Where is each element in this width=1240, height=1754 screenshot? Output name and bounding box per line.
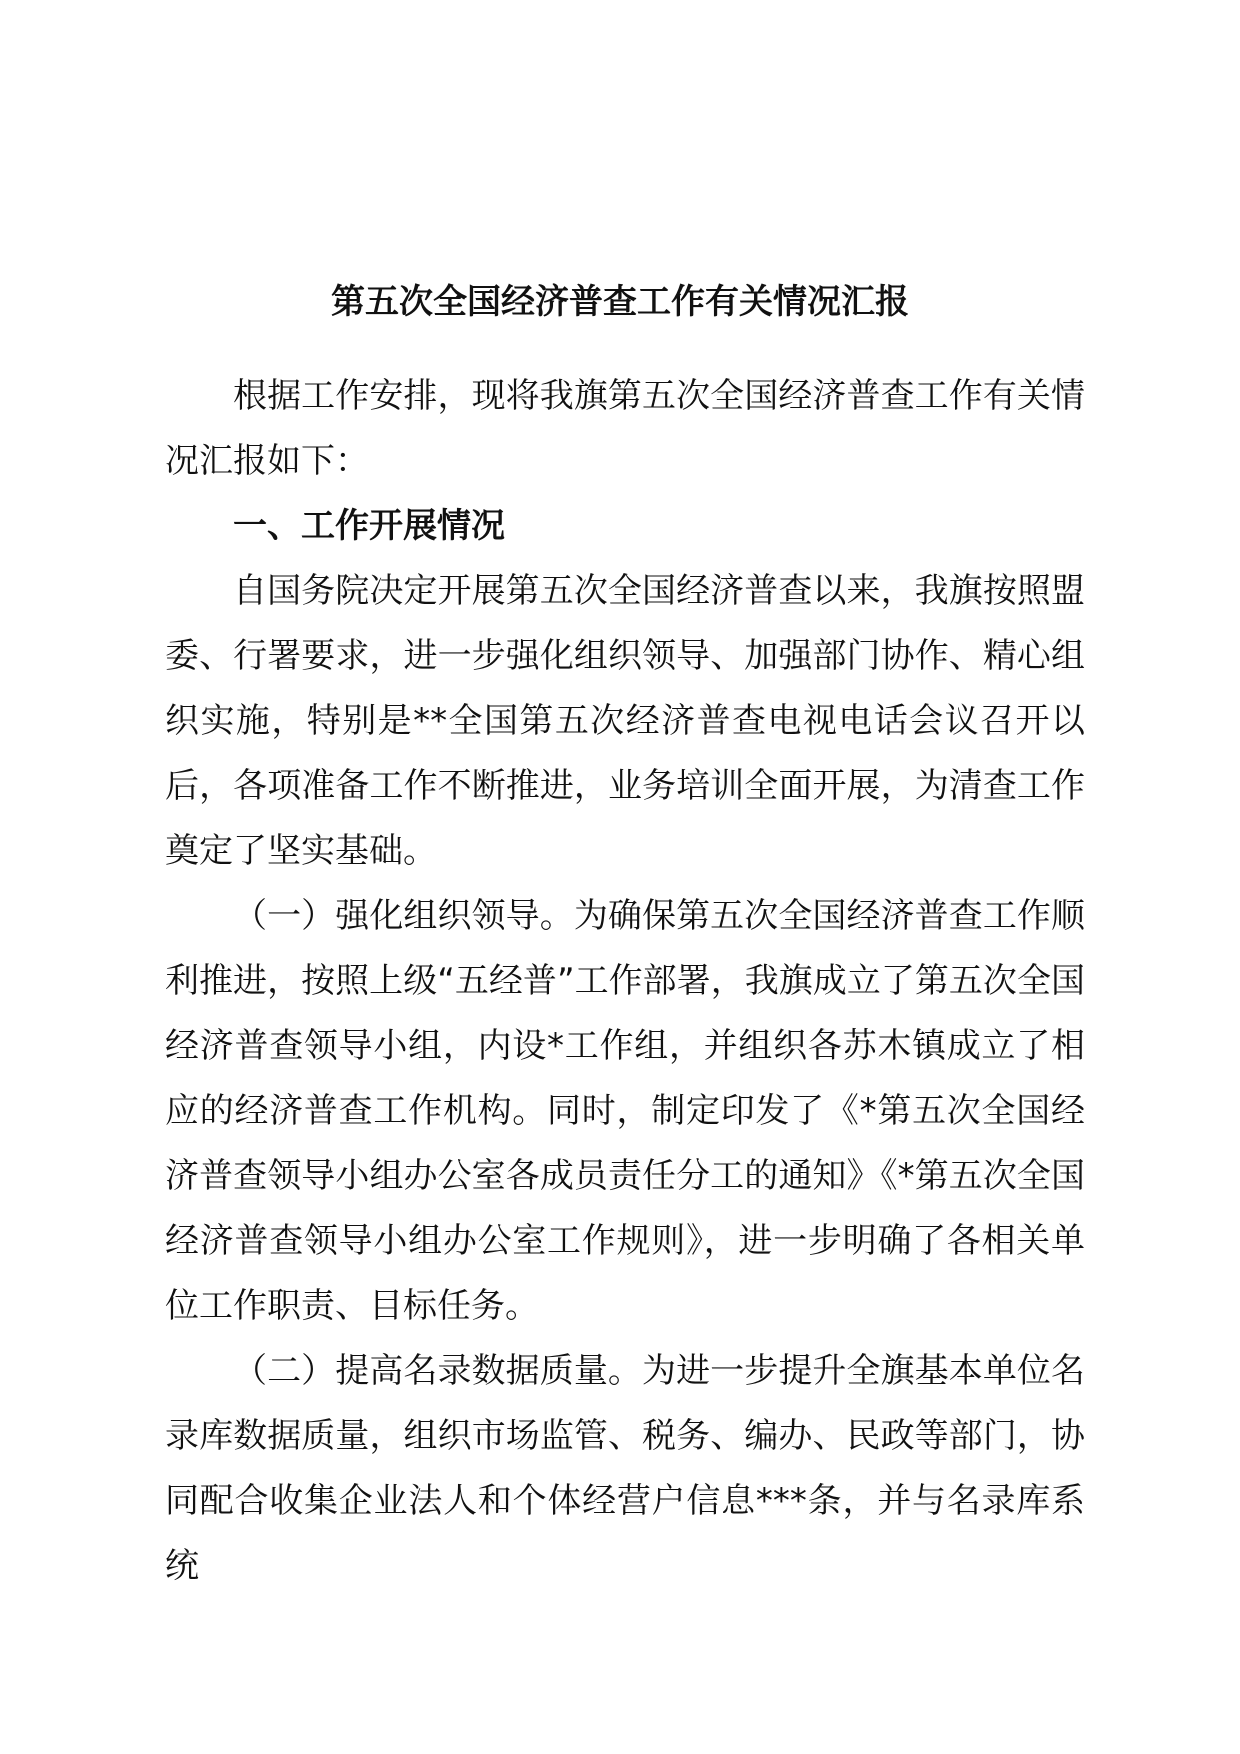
paragraph: 自国务院决定开展第五次全国经济普查以来，我旗按照盟委、行署要求，进一步强化组织领导、加强部门协作、精心组织实施，特别是**全国第五次经济普查电视电话会议召开以后，各项准备工作不断推进，业务培训全面开展，为清查工作奠定了坚实基础。 bbox=[165, 571, 1085, 871]
document-body bbox=[165, 364, 1085, 1599]
intro-paragraph: 根据工作安排，现将我旗第五次全国经济普查工作有关情况汇报如下： bbox=[165, 376, 1085, 481]
document-title: 第五次全国经济普查工作有关情况汇报 bbox=[331, 282, 909, 322]
paragraph: （一）强化组织领导。为确保第五次全国经济普查工作顺利推进，按照上级“五经普”工作部署，我旗成立了第五次全国经济普查领导小组，内设*工作组，并组织各苏木镇成立了相应的经济普查工作机构。同时，制定印发了《*第五次全国经济普查领导小组办公室各成员责任分工的通知》《*第五次全国经济普查领导小组办公室工作规则》，进一步明确了各相关单位工作职责、目标任务。 bbox=[165, 896, 1085, 1326]
paragraph: （二）提高名录数据质量。为进一步提升全旗基本单位名录库数据质量，组织市场监管、税务、编办、民政等部门，协同配合收集企业法人和个体经营户信息***条，并与名录库系统 bbox=[165, 1351, 1085, 1586]
section-heading: 一、工作开展情况 bbox=[233, 506, 505, 546]
